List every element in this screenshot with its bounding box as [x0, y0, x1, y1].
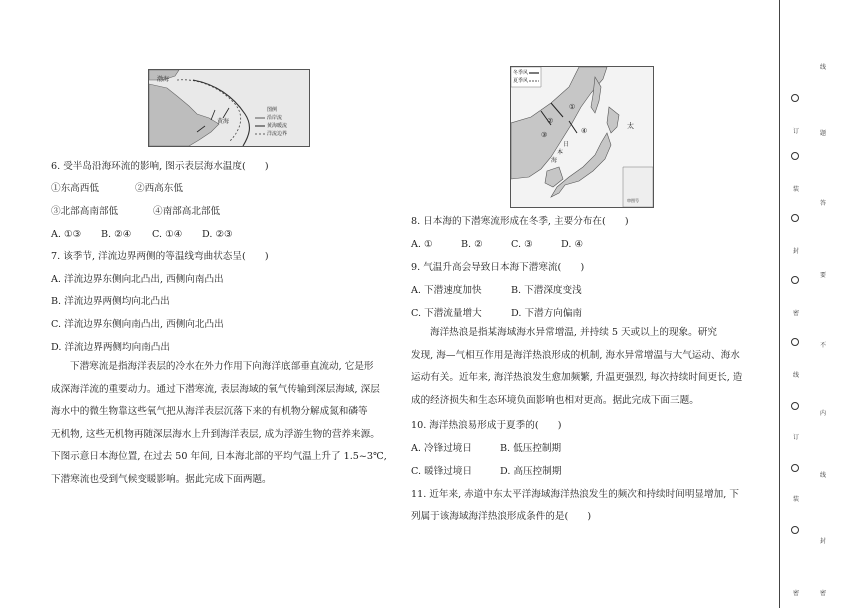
map1-legend-item: 沿岸流	[267, 115, 283, 121]
reading-passage-right	[411, 322, 742, 412]
binding-hole	[791, 94, 799, 102]
label-huanghai: 黄海	[217, 118, 230, 125]
q8-option-d[interactable]: D. ④	[561, 239, 584, 250]
binding-char: 密	[793, 590, 800, 597]
map2-marker-1: ①	[569, 103, 576, 111]
binding-char: 密	[793, 310, 800, 317]
reading-passage-left	[51, 356, 387, 491]
japan-sea-map-graphic	[511, 67, 653, 207]
q10-option-b[interactable]: B. 低压控制期	[500, 443, 562, 454]
q9-option-b[interactable]: B. 下潜深度变浅	[511, 285, 582, 296]
binding-hole	[791, 526, 799, 534]
binding-char: 题	[820, 130, 827, 137]
q9-option-c[interactable]: C. 下潜流量增大	[411, 308, 482, 319]
label-bohai: 渤海	[157, 76, 170, 83]
map2-marker-4: ④	[581, 127, 588, 135]
passage-line: 运动有关。近年来, 海洋热浪发生愈加频繁, 升温更强烈, 每次持续时间更长, 造	[411, 372, 743, 383]
q11-stem-line2: 列属于该海域海洋热浪形成条件的是( )	[411, 511, 592, 522]
q6-option-a[interactable]: A. ①③	[51, 229, 82, 240]
passage-line: 海洋热浪是指某海域海水异常增温, 并持续 5 天或以上的现象。研究	[430, 327, 717, 338]
map2-label-tai: 太	[627, 122, 634, 130]
binding-line	[779, 0, 780, 608]
passage-line: 下图示意日本海位置, 在过去 50 年间, 日本海北部的平均气温上升了 1.5~3℃,	[51, 451, 387, 462]
binding-hole	[791, 402, 799, 410]
binding-char: 封	[820, 538, 827, 545]
binding-char: 线	[793, 372, 800, 379]
map2-label-ben: 本	[557, 149, 564, 156]
q6-stem: 6. 受半岛沿海环流的影响, 图示表层海水温度( )	[51, 161, 269, 172]
q9-stem: 9. 气温升高会导致日本海下潜寒流( )	[411, 262, 585, 273]
binding-hole	[791, 152, 799, 160]
q11-stem-line1: 11. 近年来, 赤道中东太平洋海域海洋热浪发生的频次和持续时间明显增加, 下	[411, 489, 739, 500]
q6-item-1: ①东高西低	[51, 183, 99, 194]
map2-marker-3: ③	[541, 131, 548, 139]
binding-char: 订	[793, 434, 800, 441]
map1-legend-item: 洋流边界	[267, 131, 288, 137]
q7-option-c[interactable]: C. 洋流边界东侧向南凸出, 西侧向北凸出	[51, 319, 224, 330]
binding-char: 装	[793, 186, 800, 193]
passage-line: 下潜寒流也受到气候变暖影响。据此完成下面两题。	[51, 473, 272, 485]
map1-legend-item: 黄海暖流	[267, 123, 288, 129]
q6-option-b[interactable]: B. ②④	[101, 229, 132, 240]
q8-option-c[interactable]: C. ③	[511, 239, 533, 250]
q6-option-d[interactable]: D. ②③	[202, 229, 233, 240]
q6-option-c[interactable]: C. ①④	[152, 229, 183, 240]
q7-option-d[interactable]: D. 洋流边界两侧均向南凸出	[51, 342, 170, 353]
binding-char: 不	[820, 342, 827, 349]
binding-char: 内	[820, 410, 827, 417]
binding-hole	[791, 276, 799, 284]
q7-option-a[interactable]: A. 洋流边界东侧向北凸出, 西侧向南凸出	[51, 274, 224, 285]
map2-marker-2: ②	[547, 117, 554, 125]
q9-option-a[interactable]: A. 下潜速度加快	[411, 285, 482, 296]
map2-label-hai: 海	[551, 157, 558, 164]
q6-item-3: ③北部高南部低	[51, 206, 119, 217]
binding-hole	[791, 338, 799, 346]
legend-winter-monsoon: 冬季风	[513, 70, 529, 76]
q6-item-2: ②西高东低	[135, 183, 183, 194]
q7-stem: 7. 该季节, 洋流边界两侧的等温线弯曲状态呈( )	[51, 251, 269, 262]
binding-char: 答	[820, 200, 827, 207]
q8-option-a[interactable]: A. ①	[411, 239, 433, 250]
binding-char: 密	[820, 590, 827, 597]
q10-option-a[interactable]: A. 冷锋过境日	[411, 443, 472, 454]
passage-line: 下潜寒流是指海洋表层的冷水在外力作用下向海洋底部垂直流动, 它是形	[70, 361, 374, 372]
binding-char: 订	[793, 128, 800, 135]
peninsula-map	[148, 69, 310, 147]
binding-char: 装	[793, 496, 800, 503]
q8-option-b[interactable]: B. ②	[461, 239, 483, 250]
binding-hole	[791, 214, 799, 222]
q7-option-b[interactable]: B. 洋流边界两侧均向北凸出	[51, 296, 170, 307]
map2-label-ri: 日	[563, 141, 570, 148]
legend-summer-monsoon: 夏季风	[513, 78, 529, 84]
binding-char: 要	[820, 272, 827, 279]
passage-line: 海水中的微生物靠这些氧气把从海洋表层沉落下来的有机物分解成氮和磷等	[51, 406, 368, 417]
binding-hole	[791, 464, 799, 472]
q8-stem: 8. 日本海的下潜寒流形成在冬季, 主要分布在( )	[411, 216, 629, 227]
q10-option-d[interactable]: D. 高压控制期	[500, 466, 562, 477]
map2-credit: 审图号	[627, 198, 639, 203]
binding-char: 线	[820, 472, 827, 479]
map1-legend-title: 图例	[267, 107, 278, 113]
passage-line: 成的经济损失和生态环境负面影响也相对更高。据此完成下面三题。	[411, 394, 699, 406]
japan-sea-map	[510, 66, 654, 208]
binding-char: 线	[820, 64, 827, 71]
passage-line: 无机物, 这些无机物再随深层海水上升到海洋表层, 成为浮游生物的营养来源。	[51, 428, 380, 440]
binding-char: 封	[793, 248, 800, 255]
q10-option-c[interactable]: C. 暖锋过境日	[411, 466, 473, 477]
q6-item-4: ④南部高北部低	[153, 206, 221, 217]
passage-line: 发现, 海—气相互作用是海洋热浪形成的机制, 海水异常增温与大气运动、海水	[411, 349, 740, 361]
q10-stem: 10. 海洋热浪易形成于夏季的( )	[411, 420, 562, 431]
q9-option-d[interactable]: D. 下潜方向偏南	[511, 308, 583, 319]
passage-line: 成深海洋流的重要动力。通过下潜寒流, 表层海域的氧气传输到深层海域, 深层	[51, 383, 380, 395]
